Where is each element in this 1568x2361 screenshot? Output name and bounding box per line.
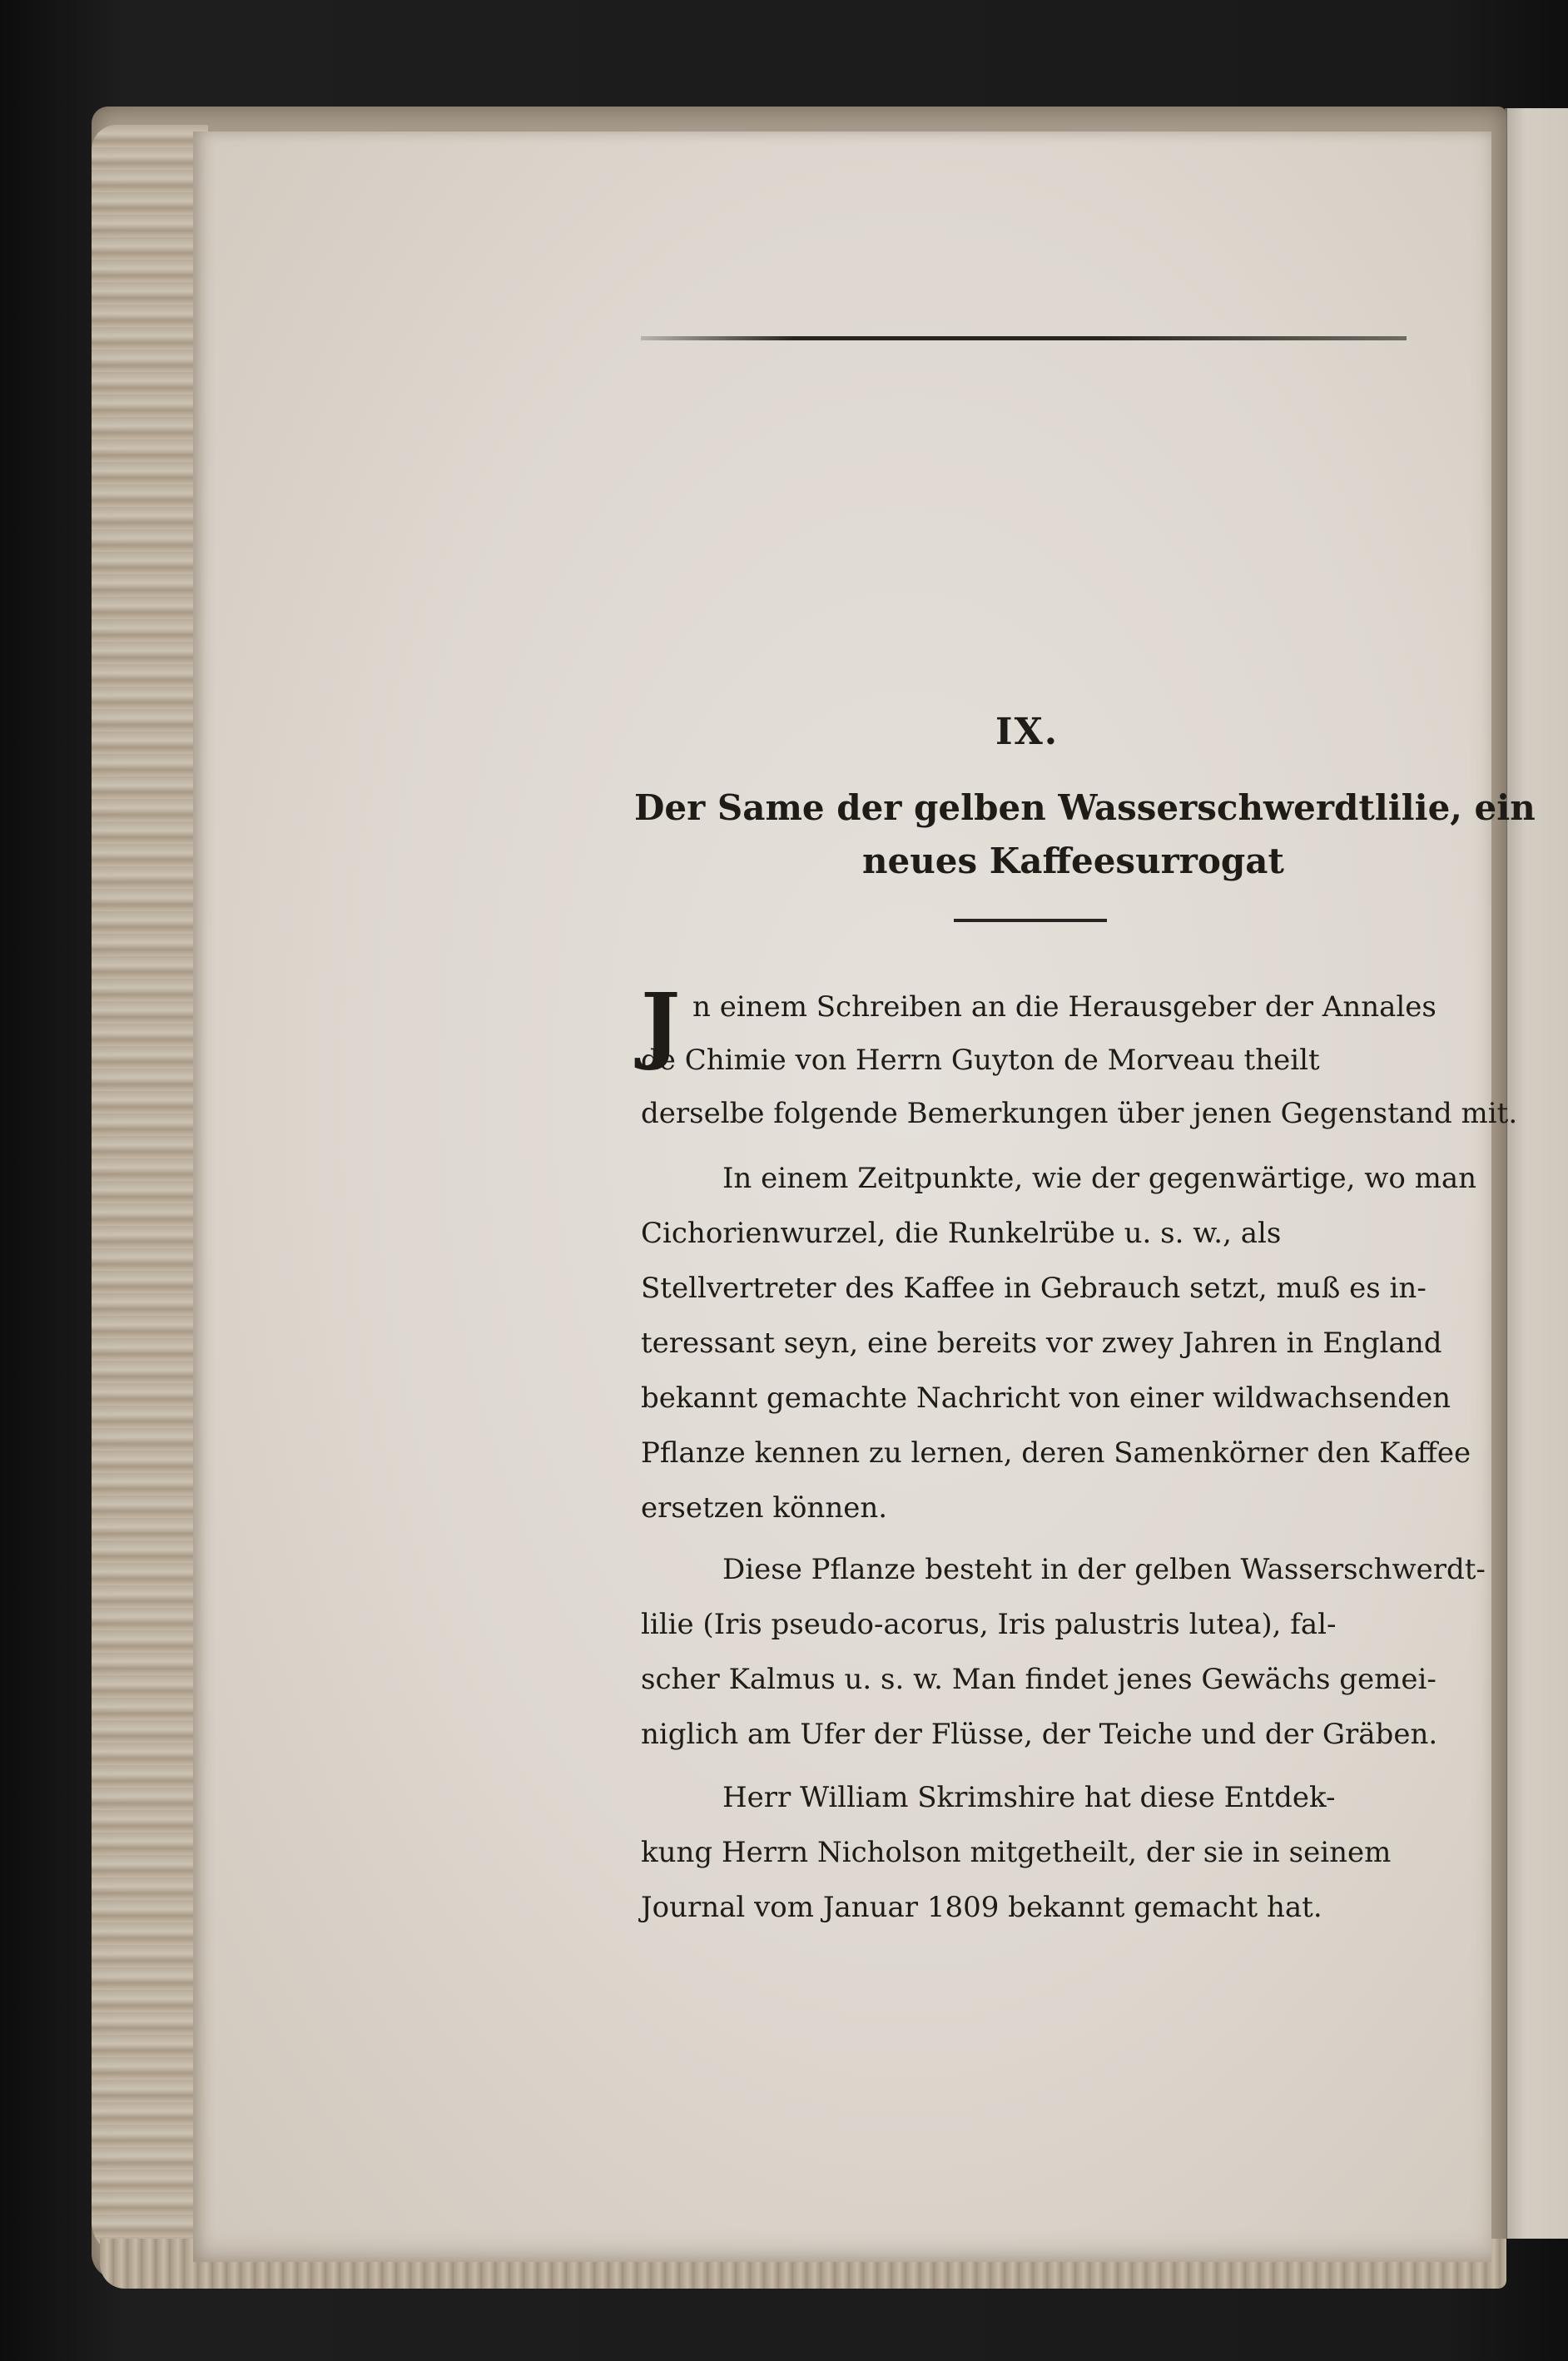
body-line: derselbe folgende Bemerkungen über jenen Gegenstand mit.: [641, 1097, 1518, 1130]
body-line: Diese Pflanze besteht in der gelben Wasserschwerdt-: [722, 1553, 1486, 1586]
body-line: Stellvertreter des Kaffee in Gebrauch setzt, muß es in-: [641, 1272, 1427, 1305]
ragged-left-edge: [92, 125, 208, 2255]
body-line: ersetzen können.: [641, 1491, 888, 1525]
chapter-number: IX.: [995, 711, 1059, 753]
body-line: de Chimie von Herrn Guyton de Morveau theilt: [641, 1044, 1320, 1077]
body-line: scher Kalmus u. s. w. Man findet jenes Gewächs gemei-: [641, 1663, 1437, 1696]
adjacent-page-edge: [1505, 108, 1568, 2239]
drop-cap: J: [641, 975, 681, 1073]
body-line: Journal vom Januar 1809 bekannt gemacht hat.: [641, 1891, 1322, 1924]
body-line: Pflanze kennen zu lernen, deren Samenkörner den Kaffee: [641, 1436, 1471, 1470]
title-rule: [954, 919, 1107, 922]
body-line: lilie (Iris pseudo-acorus, Iris palustris lutea), fal-: [641, 1608, 1337, 1641]
body-line: In einem Zeitpunkte, wie der gegenwärtige, wo man: [722, 1162, 1477, 1195]
body-line: kung Herrn Nicholson mitgetheilt, der sie in seinem: [641, 1836, 1392, 1869]
body-line: teressant seyn, eine bereits vor zwey Jahren in England: [641, 1327, 1442, 1360]
body-line: niglich am Ufer der Flüsse, der Teiche und der Gräben.: [641, 1718, 1438, 1751]
chapter-title-line-1: Der Same der gelben Wasserschwerdtlilie, ein: [634, 787, 1536, 828]
body-line: Herr William Skrimshire hat diese Entdek-: [722, 1781, 1336, 1814]
body-line: bekannt gemachte Nachricht von einer wildwachsenden: [641, 1381, 1451, 1415]
header-rule: [641, 336, 1407, 340]
body-line: n einem Schreiben an die Herausgeber der Annales: [692, 990, 1437, 1024]
body-line: Cichorienwurzel, die Runkelrübe u. s. w., als: [641, 1217, 1282, 1250]
book-page: [193, 131, 1491, 2262]
chapter-title-line-2: neues Kaffeesurrogat: [862, 841, 1284, 881]
